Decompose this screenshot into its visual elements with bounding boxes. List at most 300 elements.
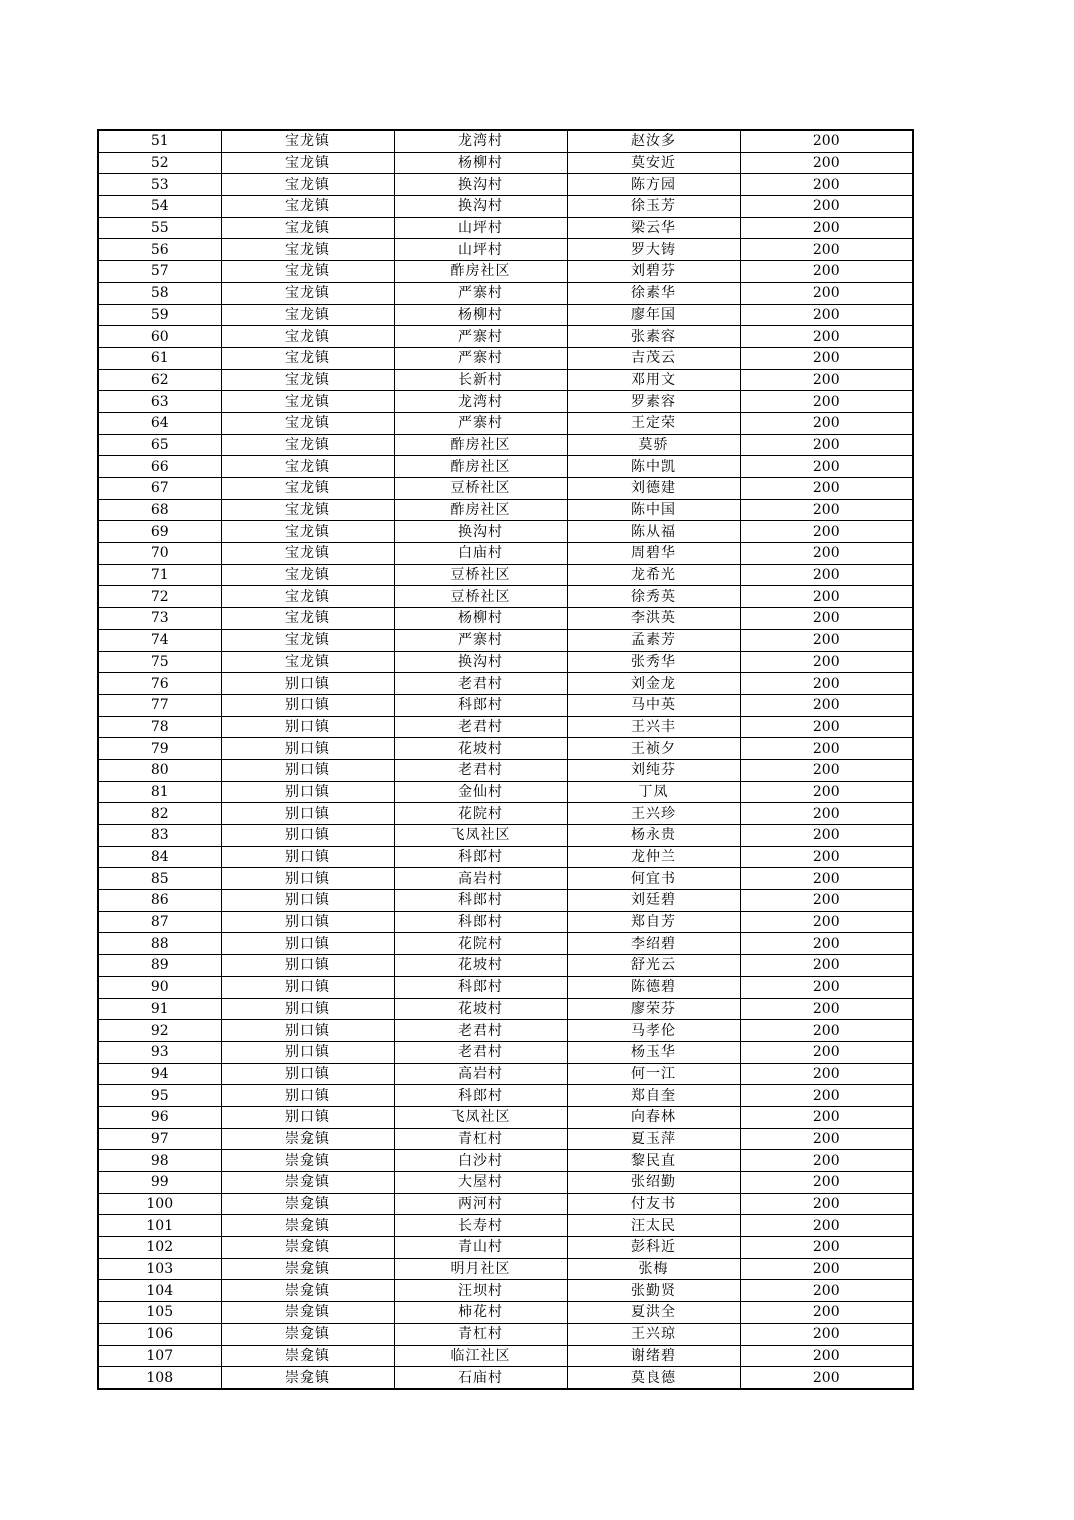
- amount-cell: 200: [740, 803, 913, 825]
- town-cell: 崇龛镇: [221, 1323, 394, 1345]
- records-table: [97, 129, 914, 1390]
- town-cell: 崇龛镇: [221, 1280, 394, 1302]
- table-row: [98, 673, 913, 695]
- row-number-cell: 61: [98, 347, 221, 369]
- town-cell: 宝龙镇: [221, 564, 394, 586]
- amount-cell: 200: [740, 1063, 913, 1085]
- table-row: [98, 1302, 913, 1324]
- name-cell: 孟素芳: [567, 629, 740, 651]
- name-cell: 向春林: [567, 1106, 740, 1128]
- row-number-cell: 88: [98, 933, 221, 955]
- town-cell: 崇龛镇: [221, 1258, 394, 1280]
- town-cell: 宝龙镇: [221, 152, 394, 174]
- village-cell: 换沟村: [394, 174, 567, 196]
- name-cell: 莫骄: [567, 434, 740, 456]
- table-row: [98, 1367, 913, 1389]
- amount-cell: 200: [740, 543, 913, 565]
- row-number-cell: 92: [98, 1020, 221, 1042]
- row-number-cell: 60: [98, 326, 221, 348]
- row-number-cell: 104: [98, 1280, 221, 1302]
- town-cell: 宝龙镇: [221, 521, 394, 543]
- town-cell: 别口镇: [221, 998, 394, 1020]
- amount-cell: 200: [740, 1302, 913, 1324]
- amount-cell: 200: [740, 1106, 913, 1128]
- amount-cell: 200: [740, 369, 913, 391]
- amount-cell: 200: [740, 152, 913, 174]
- name-cell: 杨玉华: [567, 1041, 740, 1063]
- name-cell: 王兴珍: [567, 803, 740, 825]
- name-cell: 梁云华: [567, 217, 740, 239]
- amount-cell: 200: [740, 673, 913, 695]
- town-cell: 崇龛镇: [221, 1172, 394, 1194]
- village-cell: 严寨村: [394, 347, 567, 369]
- row-number-cell: 97: [98, 1128, 221, 1150]
- row-number-cell: 75: [98, 651, 221, 673]
- town-cell: 别口镇: [221, 694, 394, 716]
- table-row: [98, 608, 913, 630]
- town-cell: 宝龙镇: [221, 261, 394, 283]
- village-cell: 龙湾村: [394, 130, 567, 152]
- village-cell: 花坡村: [394, 998, 567, 1020]
- amount-cell: 200: [740, 499, 913, 521]
- row-number-cell: 52: [98, 152, 221, 174]
- row-number-cell: 80: [98, 759, 221, 781]
- row-number-cell: 108: [98, 1367, 221, 1389]
- village-cell: 酢房社区: [394, 456, 567, 478]
- amount-cell: 200: [740, 261, 913, 283]
- amount-cell: 200: [740, 217, 913, 239]
- table-row: [98, 217, 913, 239]
- town-cell: 宝龙镇: [221, 586, 394, 608]
- row-number-cell: 51: [98, 130, 221, 152]
- row-number-cell: 86: [98, 890, 221, 912]
- amount-cell: 200: [740, 564, 913, 586]
- table-row: [98, 1106, 913, 1128]
- name-cell: 张素容: [567, 326, 740, 348]
- amount-cell: 200: [740, 304, 913, 326]
- row-number-cell: 85: [98, 868, 221, 890]
- amount-cell: 200: [740, 846, 913, 868]
- table-row: [98, 239, 913, 261]
- amount-cell: 200: [740, 911, 913, 933]
- amount-cell: 200: [740, 456, 913, 478]
- table-row: [98, 1041, 913, 1063]
- amount-cell: 200: [740, 1345, 913, 1367]
- table-row: [98, 130, 913, 152]
- town-cell: 别口镇: [221, 781, 394, 803]
- row-number-cell: 102: [98, 1237, 221, 1259]
- amount-cell: 200: [740, 608, 913, 630]
- village-cell: 花坡村: [394, 738, 567, 760]
- table-row: [98, 1215, 913, 1237]
- village-cell: 龙湾村: [394, 391, 567, 413]
- village-cell: 花院村: [394, 803, 567, 825]
- row-number-cell: 74: [98, 629, 221, 651]
- table-row: [98, 1193, 913, 1215]
- town-cell: 宝龙镇: [221, 369, 394, 391]
- town-cell: 宝龙镇: [221, 608, 394, 630]
- village-cell: 青杠村: [394, 1323, 567, 1345]
- town-cell: 别口镇: [221, 890, 394, 912]
- village-cell: 杨柳村: [394, 304, 567, 326]
- table-row: [98, 1280, 913, 1302]
- village-cell: 老君村: [394, 673, 567, 695]
- town-cell: 宝龙镇: [221, 412, 394, 434]
- table-row: [98, 1150, 913, 1172]
- town-cell: 崇龛镇: [221, 1237, 394, 1259]
- name-cell: 刘廷碧: [567, 890, 740, 912]
- row-number-cell: 96: [98, 1106, 221, 1128]
- table-row: [98, 282, 913, 304]
- table-row: [98, 651, 913, 673]
- village-cell: 科郎村: [394, 694, 567, 716]
- row-number-cell: 81: [98, 781, 221, 803]
- table-row: [98, 911, 913, 933]
- table-row: [98, 326, 913, 348]
- village-cell: 老君村: [394, 759, 567, 781]
- amount-cell: 200: [740, 347, 913, 369]
- table-row: [98, 890, 913, 912]
- row-number-cell: 66: [98, 456, 221, 478]
- village-cell: 换沟村: [394, 196, 567, 218]
- village-cell: 严寨村: [394, 326, 567, 348]
- row-number-cell: 106: [98, 1323, 221, 1345]
- table-row: [98, 1085, 913, 1107]
- row-number-cell: 100: [98, 1193, 221, 1215]
- table-row: [98, 1237, 913, 1259]
- village-cell: 换沟村: [394, 521, 567, 543]
- village-cell: 严寨村: [394, 629, 567, 651]
- village-cell: 长新村: [394, 369, 567, 391]
- name-cell: 莫安近: [567, 152, 740, 174]
- village-cell: 豆桥社区: [394, 478, 567, 500]
- table-row: [98, 803, 913, 825]
- amount-cell: 200: [740, 1020, 913, 1042]
- village-cell: 严寨村: [394, 412, 567, 434]
- name-cell: 徐玉芳: [567, 196, 740, 218]
- name-cell: 谢绪碧: [567, 1345, 740, 1367]
- town-cell: 崇龛镇: [221, 1193, 394, 1215]
- village-cell: 白庙村: [394, 543, 567, 565]
- town-cell: 崇龛镇: [221, 1128, 394, 1150]
- village-cell: 明月社区: [394, 1258, 567, 1280]
- amount-cell: 200: [740, 955, 913, 977]
- name-cell: 黎民直: [567, 1150, 740, 1172]
- name-cell: 刘碧芬: [567, 261, 740, 283]
- table-row: [98, 1345, 913, 1367]
- name-cell: 徐素华: [567, 282, 740, 304]
- amount-cell: 200: [740, 326, 913, 348]
- town-cell: 崇龛镇: [221, 1367, 394, 1389]
- name-cell: 王定荣: [567, 412, 740, 434]
- name-cell: 张绍勤: [567, 1172, 740, 1194]
- town-cell: 别口镇: [221, 846, 394, 868]
- row-number-cell: 56: [98, 239, 221, 261]
- village-cell: 金仙村: [394, 781, 567, 803]
- name-cell: 廖荣芬: [567, 998, 740, 1020]
- village-cell: 科郎村: [394, 890, 567, 912]
- table-row: [98, 1172, 913, 1194]
- town-cell: 别口镇: [221, 976, 394, 998]
- row-number-cell: 67: [98, 478, 221, 500]
- amount-cell: 200: [740, 694, 913, 716]
- village-cell: 酢房社区: [394, 434, 567, 456]
- row-number-cell: 98: [98, 1150, 221, 1172]
- row-number-cell: 62: [98, 369, 221, 391]
- amount-cell: 200: [740, 716, 913, 738]
- name-cell: 付友书: [567, 1193, 740, 1215]
- name-cell: 莫良德: [567, 1367, 740, 1389]
- table-row: [98, 976, 913, 998]
- town-cell: 宝龙镇: [221, 434, 394, 456]
- amount-cell: 200: [740, 1323, 913, 1345]
- row-number-cell: 83: [98, 825, 221, 847]
- row-number-cell: 94: [98, 1063, 221, 1085]
- table-row: [98, 998, 913, 1020]
- name-cell: 马中英: [567, 694, 740, 716]
- town-cell: 宝龙镇: [221, 499, 394, 521]
- village-cell: 老君村: [394, 1020, 567, 1042]
- village-cell: 石庙村: [394, 1367, 567, 1389]
- row-number-cell: 73: [98, 608, 221, 630]
- table-row: [98, 846, 913, 868]
- row-number-cell: 65: [98, 434, 221, 456]
- town-cell: 别口镇: [221, 1106, 394, 1128]
- table-row: [98, 1323, 913, 1345]
- amount-cell: 200: [740, 868, 913, 890]
- name-cell: 何宜书: [567, 868, 740, 890]
- table-row: [98, 586, 913, 608]
- table-row: [98, 369, 913, 391]
- amount-cell: 200: [740, 1193, 913, 1215]
- amount-cell: 200: [740, 651, 913, 673]
- name-cell: 郑自芳: [567, 911, 740, 933]
- row-number-cell: 53: [98, 174, 221, 196]
- name-cell: 陈方园: [567, 174, 740, 196]
- amount-cell: 200: [740, 196, 913, 218]
- row-number-cell: 55: [98, 217, 221, 239]
- amount-cell: 200: [740, 1215, 913, 1237]
- amount-cell: 200: [740, 412, 913, 434]
- town-cell: 宝龙镇: [221, 282, 394, 304]
- table-row: [98, 196, 913, 218]
- row-number-cell: 71: [98, 564, 221, 586]
- town-cell: 宝龙镇: [221, 196, 394, 218]
- name-cell: 周碧华: [567, 543, 740, 565]
- amount-cell: 200: [740, 1258, 913, 1280]
- row-number-cell: 101: [98, 1215, 221, 1237]
- village-cell: 柿花村: [394, 1302, 567, 1324]
- amount-cell: 200: [740, 976, 913, 998]
- amount-cell: 200: [740, 239, 913, 261]
- row-number-cell: 77: [98, 694, 221, 716]
- name-cell: 夏洪全: [567, 1302, 740, 1324]
- name-cell: 邓用文: [567, 369, 740, 391]
- table-row: [98, 347, 913, 369]
- row-number-cell: 59: [98, 304, 221, 326]
- table-row: [98, 1020, 913, 1042]
- town-cell: 宝龙镇: [221, 543, 394, 565]
- town-cell: 宝龙镇: [221, 478, 394, 500]
- village-cell: 大屋村: [394, 1172, 567, 1194]
- town-cell: 别口镇: [221, 1063, 394, 1085]
- town-cell: 宝龙镇: [221, 629, 394, 651]
- amount-cell: 200: [740, 586, 913, 608]
- row-number-cell: 93: [98, 1041, 221, 1063]
- town-cell: 宝龙镇: [221, 456, 394, 478]
- town-cell: 崇龛镇: [221, 1302, 394, 1324]
- village-cell: 杨柳村: [394, 608, 567, 630]
- name-cell: 龙希光: [567, 564, 740, 586]
- name-cell: 张梅: [567, 1258, 740, 1280]
- amount-cell: 200: [740, 890, 913, 912]
- table-row: [98, 174, 913, 196]
- village-cell: 长寿村: [394, 1215, 567, 1237]
- table-row: [98, 521, 913, 543]
- town-cell: 宝龙镇: [221, 130, 394, 152]
- name-cell: 刘纯芬: [567, 759, 740, 781]
- row-number-cell: 99: [98, 1172, 221, 1194]
- name-cell: 王兴琼: [567, 1323, 740, 1345]
- village-cell: 科郎村: [394, 911, 567, 933]
- table-row: [98, 456, 913, 478]
- name-cell: 何一江: [567, 1063, 740, 1085]
- name-cell: 李洪英: [567, 608, 740, 630]
- village-cell: 老君村: [394, 716, 567, 738]
- town-cell: 宝龙镇: [221, 391, 394, 413]
- town-cell: 别口镇: [221, 911, 394, 933]
- village-cell: 豆桥社区: [394, 564, 567, 586]
- name-cell: 廖年国: [567, 304, 740, 326]
- amount-cell: 200: [740, 933, 913, 955]
- row-number-cell: 82: [98, 803, 221, 825]
- table-row: [98, 304, 913, 326]
- town-cell: 宝龙镇: [221, 347, 394, 369]
- amount-cell: 200: [740, 825, 913, 847]
- village-cell: 飞凤社区: [394, 1106, 567, 1128]
- village-cell: 科郎村: [394, 976, 567, 998]
- row-number-cell: 68: [98, 499, 221, 521]
- town-cell: 别口镇: [221, 716, 394, 738]
- town-cell: 别口镇: [221, 1020, 394, 1042]
- name-cell: 张勤贤: [567, 1280, 740, 1302]
- table-row: [98, 1128, 913, 1150]
- town-cell: 别口镇: [221, 803, 394, 825]
- town-cell: 宝龙镇: [221, 239, 394, 261]
- table-row: [98, 694, 913, 716]
- row-number-cell: 91: [98, 998, 221, 1020]
- town-cell: 别口镇: [221, 825, 394, 847]
- village-cell: 高岩村: [394, 1063, 567, 1085]
- town-cell: 崇龛镇: [221, 1345, 394, 1367]
- table-row: [98, 759, 913, 781]
- village-cell: 科郎村: [394, 846, 567, 868]
- town-cell: 宝龙镇: [221, 326, 394, 348]
- table-row: [98, 152, 913, 174]
- name-cell: 夏玉萍: [567, 1128, 740, 1150]
- name-cell: 刘金龙: [567, 673, 740, 695]
- row-number-cell: 79: [98, 738, 221, 760]
- table-row: [98, 391, 913, 413]
- row-number-cell: 72: [98, 586, 221, 608]
- table-row: [98, 564, 913, 586]
- row-number-cell: 63: [98, 391, 221, 413]
- town-cell: 崇龛镇: [221, 1215, 394, 1237]
- village-cell: 花坡村: [394, 955, 567, 977]
- name-cell: 彭科近: [567, 1237, 740, 1259]
- row-number-cell: 69: [98, 521, 221, 543]
- row-number-cell: 76: [98, 673, 221, 695]
- name-cell: 陈从福: [567, 521, 740, 543]
- name-cell: 陈中国: [567, 499, 740, 521]
- name-cell: 杨永贵: [567, 825, 740, 847]
- amount-cell: 200: [740, 1280, 913, 1302]
- village-cell: 山坪村: [394, 239, 567, 261]
- village-cell: 高岩村: [394, 868, 567, 890]
- amount-cell: 200: [740, 478, 913, 500]
- row-number-cell: 89: [98, 955, 221, 977]
- table-row: [98, 716, 913, 738]
- row-number-cell: 70: [98, 543, 221, 565]
- town-cell: 崇龛镇: [221, 1150, 394, 1172]
- amount-cell: 200: [740, 998, 913, 1020]
- name-cell: 陈中凯: [567, 456, 740, 478]
- town-cell: 别口镇: [221, 868, 394, 890]
- row-number-cell: 64: [98, 412, 221, 434]
- table-row: [98, 499, 913, 521]
- name-cell: 王兴丰: [567, 716, 740, 738]
- name-cell: 李绍碧: [567, 933, 740, 955]
- table-row: [98, 1258, 913, 1280]
- row-number-cell: 105: [98, 1302, 221, 1324]
- amount-cell: 200: [740, 1128, 913, 1150]
- row-number-cell: 95: [98, 1085, 221, 1107]
- amount-cell: 200: [740, 738, 913, 760]
- amount-cell: 200: [740, 1150, 913, 1172]
- name-cell: 舒光云: [567, 955, 740, 977]
- table-row: [98, 629, 913, 651]
- table-row: [98, 478, 913, 500]
- name-cell: 刘德建: [567, 478, 740, 500]
- town-cell: 宝龙镇: [221, 174, 394, 196]
- name-cell: 吉茂云: [567, 347, 740, 369]
- amount-cell: 200: [740, 781, 913, 803]
- village-cell: 青杠村: [394, 1128, 567, 1150]
- table-row: [98, 933, 913, 955]
- village-cell: 山坪村: [394, 217, 567, 239]
- village-cell: 飞凤社区: [394, 825, 567, 847]
- village-cell: 花院村: [394, 933, 567, 955]
- village-cell: 白沙村: [394, 1150, 567, 1172]
- town-cell: 别口镇: [221, 1085, 394, 1107]
- name-cell: 郑自奎: [567, 1085, 740, 1107]
- name-cell: 汪太民: [567, 1215, 740, 1237]
- amount-cell: 200: [740, 1367, 913, 1389]
- table-row: [98, 1063, 913, 1085]
- name-cell: 马孝伦: [567, 1020, 740, 1042]
- row-number-cell: 107: [98, 1345, 221, 1367]
- name-cell: 王祯夕: [567, 738, 740, 760]
- table-row: [98, 543, 913, 565]
- table-row: [98, 781, 913, 803]
- name-cell: 陈德碧: [567, 976, 740, 998]
- amount-cell: 200: [740, 629, 913, 651]
- amount-cell: 200: [740, 434, 913, 456]
- town-cell: 宝龙镇: [221, 304, 394, 326]
- amount-cell: 200: [740, 1041, 913, 1063]
- village-cell: 严寨村: [394, 282, 567, 304]
- amount-cell: 200: [740, 759, 913, 781]
